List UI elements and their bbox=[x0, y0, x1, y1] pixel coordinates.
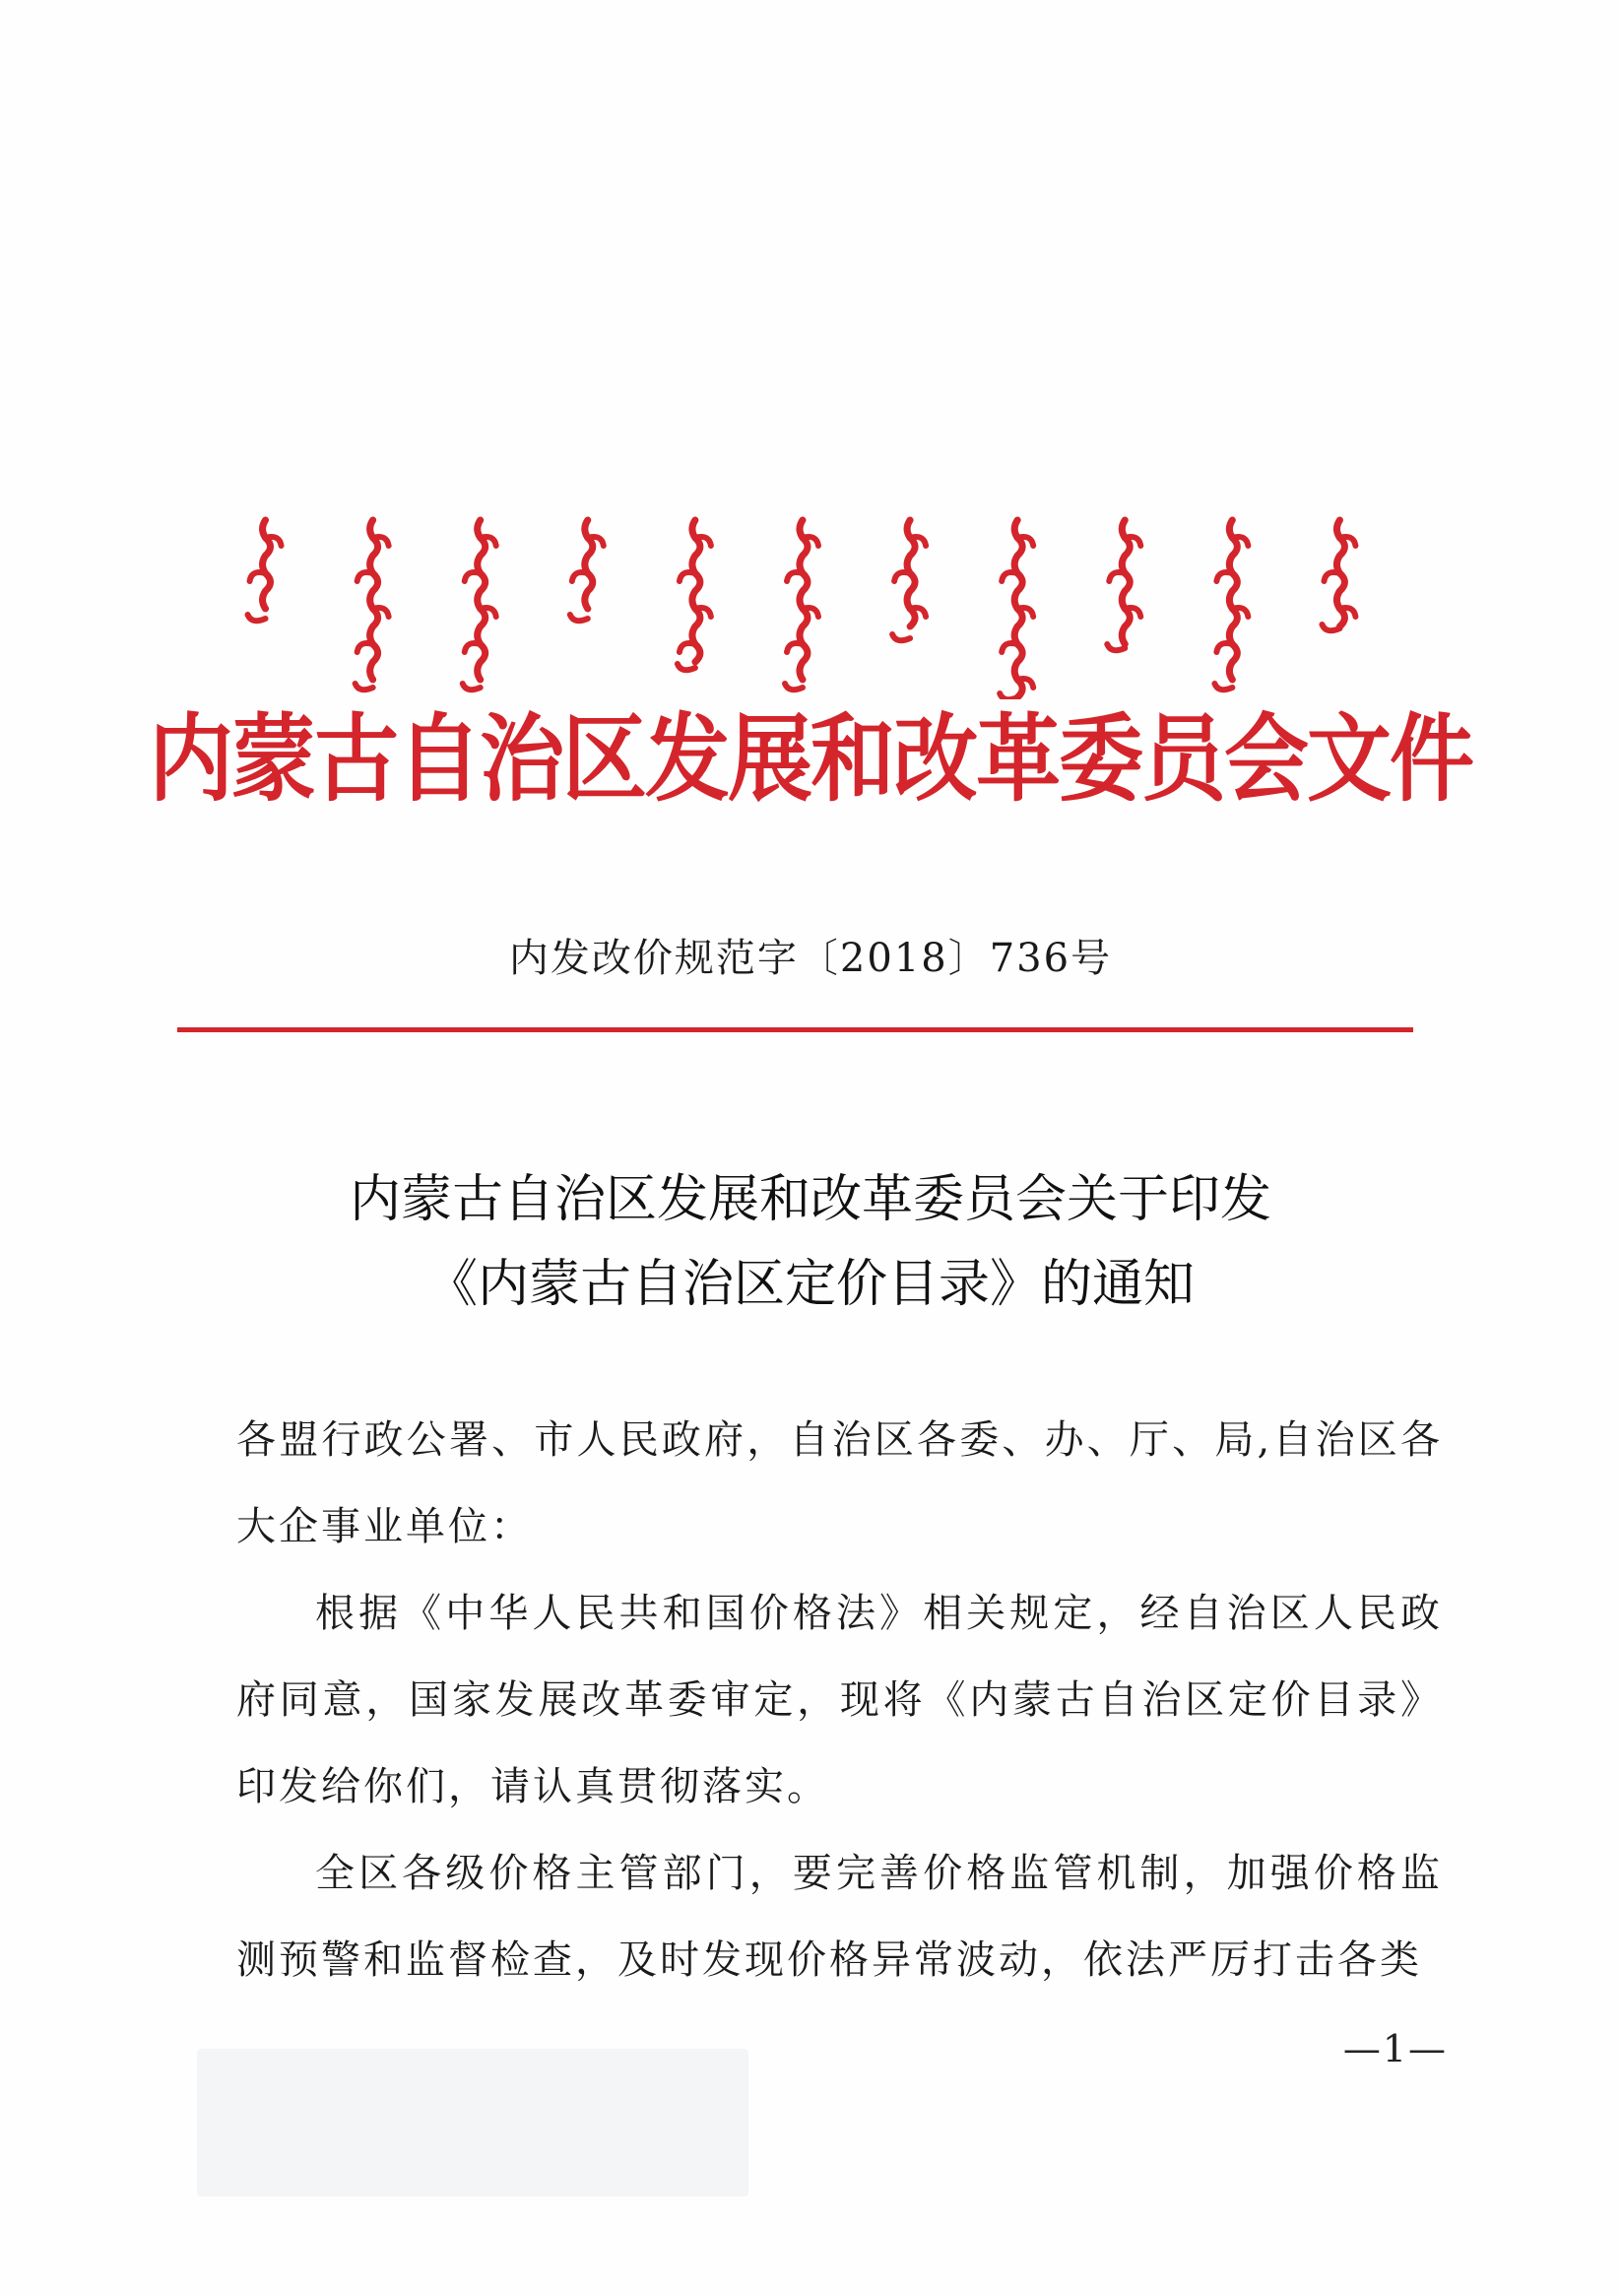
mongolian-word bbox=[1214, 520, 1248, 689]
mongolian-word bbox=[463, 520, 496, 689]
mongolian-word bbox=[356, 520, 389, 689]
mongolian-word bbox=[1322, 520, 1355, 630]
document-number: 内发改价规范字〔2018〕736号 bbox=[508, 936, 1113, 981]
body-paragraph-1: 根据《中华人民共和国价格法》相关规定，经自治区人民政府同意，国家发展改革委审定，现将《内蒙古自治区定价目录》印发给你们，请认真贯彻落实。 bbox=[236, 1591, 1443, 1809]
mongolian-script-header bbox=[212, 512, 1394, 699]
notice-title-line-1: 内蒙古自治区发展和改革委员会关于印发 bbox=[349, 1170, 1271, 1229]
body-paragraph-2: 全区各级价格主管部门，要完善价格监管机制，加强价格监测预警和监督检查，及时发现价格异常波动，依法严厉打击各类 bbox=[236, 1851, 1443, 1983]
scan-artifact bbox=[197, 2049, 748, 2197]
mongolian-word bbox=[248, 520, 282, 621]
mongolian-word bbox=[1107, 520, 1140, 650]
notice-title bbox=[0, 1157, 1621, 1327]
mongolian-word bbox=[570, 520, 604, 621]
mongolian-word bbox=[1000, 520, 1033, 699]
mongolian-script-graphic bbox=[212, 512, 1394, 699]
red-divider-line bbox=[177, 1027, 1413, 1032]
mongolian-word bbox=[678, 520, 711, 670]
page-number: —1— bbox=[1342, 2027, 1448, 2070]
recipients-paragraph: 各盟行政公署、市人民政府，自治区各委、办、厅、局,自治区各大企事业单位： bbox=[236, 1417, 1443, 1549]
mongolian-word bbox=[892, 520, 926, 640]
mongolian-word bbox=[785, 520, 818, 689]
notice-body bbox=[236, 1397, 1443, 2003]
notice-title-line-2: 《内蒙古自治区定价目录》的通知 bbox=[425, 1255, 1195, 1314]
issuing-authority-banner: 内蒙古自治区发展和改革委员会文件 bbox=[149, 704, 1472, 816]
